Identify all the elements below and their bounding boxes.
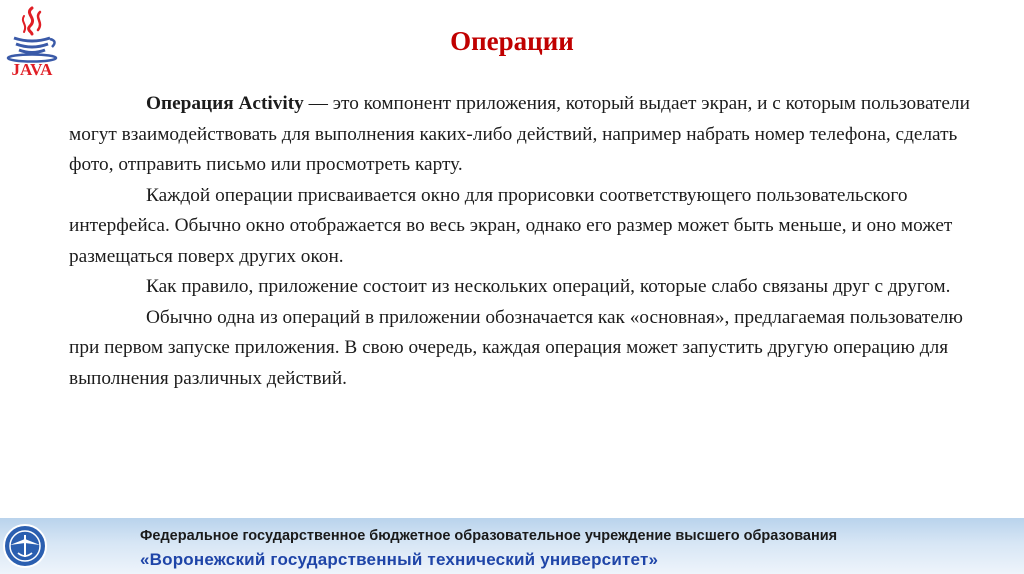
paragraph-loose-coupling: Как правило, приложение состоит из нескольких операций, которые слабо связаны друг с другом. <box>146 276 951 297</box>
page-title: Операции <box>450 26 574 56</box>
java-logo-label: JAVA <box>11 60 53 79</box>
slide-body <box>69 89 973 394</box>
activity-definition-text: — это компонент приложения, который выдает экран, и с которым пользователи могут взаимодействовать для выполнения каких-либо действий, например набрать номер телефона, сделать фото, отправить письмо или просмотреть карту. <box>69 93 970 175</box>
footer-bar <box>0 518 1024 574</box>
paragraph-activity-definition <box>69 89 973 181</box>
footer-university-name: «Воронежский государственный технический университет» <box>140 550 659 569</box>
university-emblem-icon <box>2 523 48 569</box>
footer-institution-type: Федеральное государственное бюджетное образовательное учреждение высшего образования <box>140 528 838 544</box>
paragraph-window: Каждой операции присваивается окно для прорисовки соответствующего пользовательского интерфейса. Обычно окно отображается во весь экран, однако его размер может быть меньше, и оно может размещаться поверх других окон. <box>69 184 953 267</box>
term-activity: Операция Activity <box>146 93 304 114</box>
java-logo-text <box>2 60 62 80</box>
paragraph-main-activity: Обычно одна из операций в приложении обозначается как «основная», предлагаемая пользователю при первом запуске приложения. В свою очередь, каждая операция может запустить другую операцию для выполнения различных действий. <box>69 306 963 389</box>
